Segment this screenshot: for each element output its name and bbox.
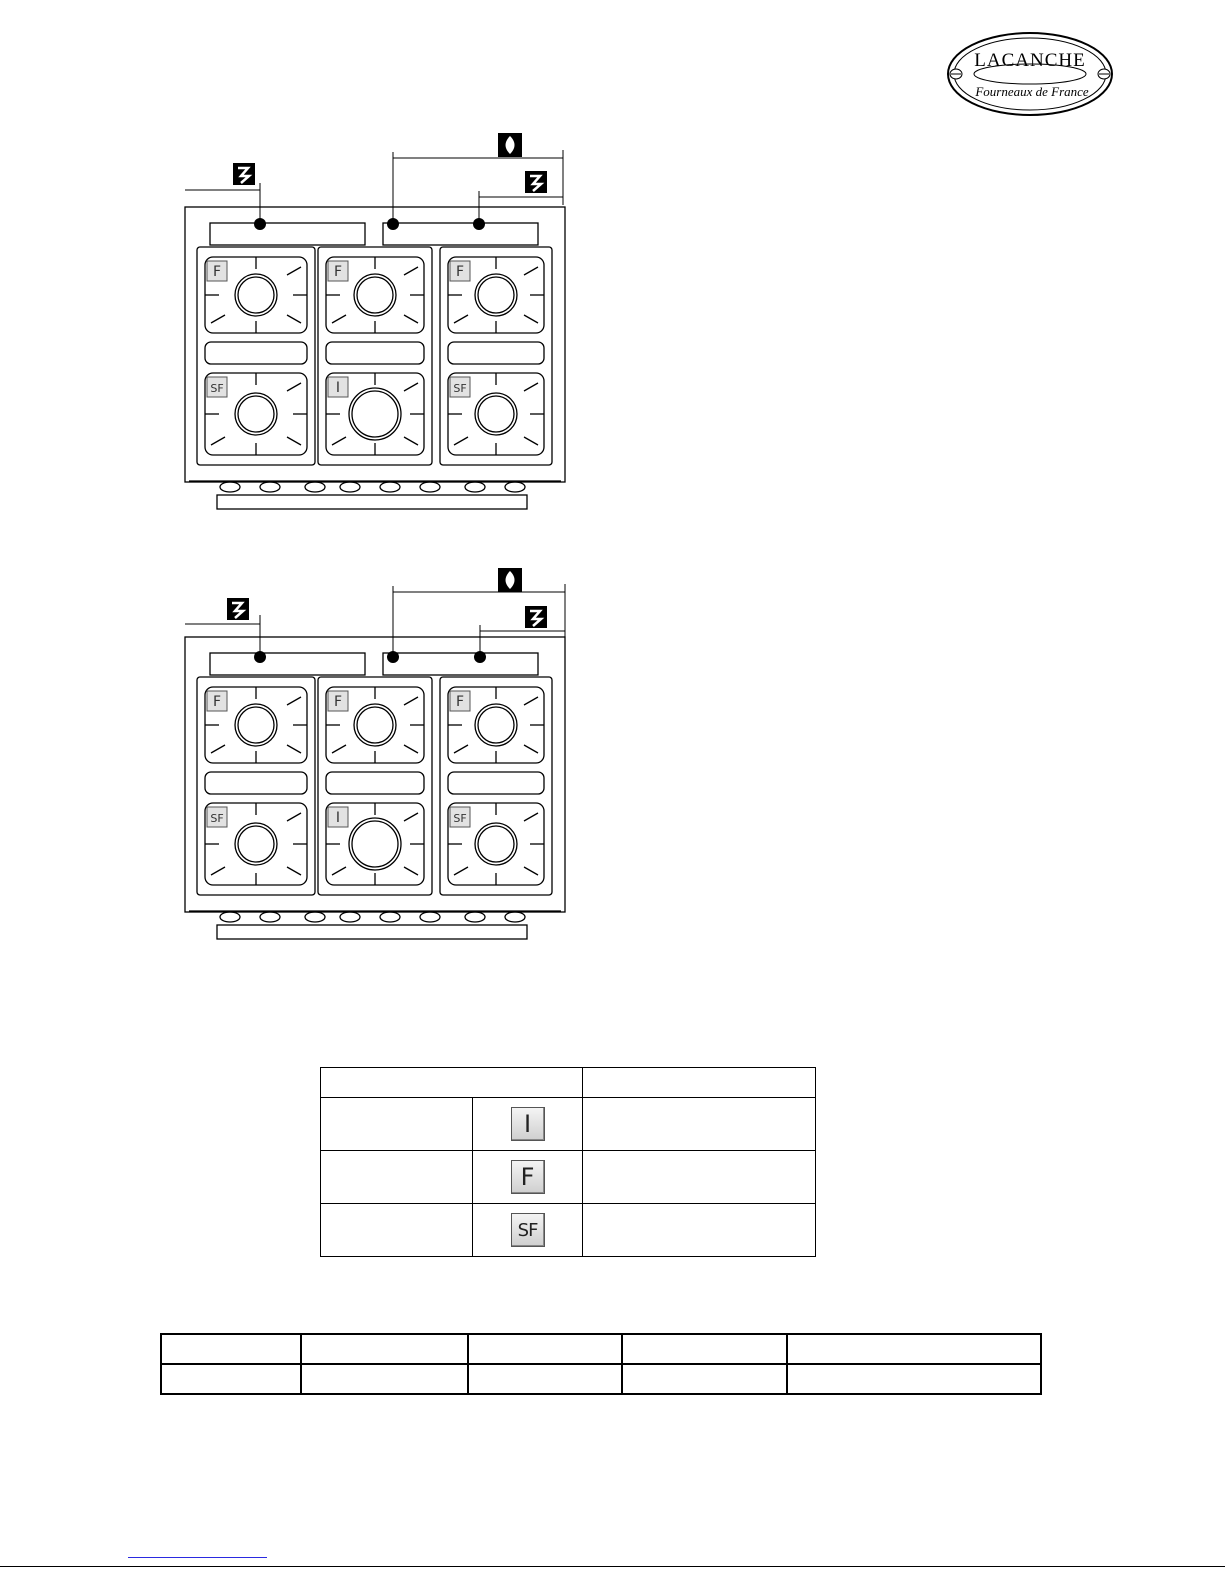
grate-bar bbox=[448, 772, 544, 794]
grate-bar bbox=[205, 772, 307, 794]
backguard-left bbox=[210, 223, 365, 245]
oven-handle bbox=[217, 495, 527, 509]
legend-name-cell bbox=[321, 1098, 473, 1151]
info-cell bbox=[301, 1364, 469, 1394]
burner-key-label: I bbox=[335, 810, 341, 826]
info-cell bbox=[468, 1364, 622, 1394]
info-cell bbox=[468, 1334, 622, 1364]
burner-key-label: SF bbox=[210, 382, 224, 395]
burner-ring bbox=[349, 388, 401, 440]
burner bbox=[357, 707, 393, 743]
control-knob bbox=[380, 912, 400, 922]
info-cell bbox=[161, 1334, 301, 1364]
control-knob bbox=[420, 482, 440, 492]
grate-bar bbox=[448, 342, 544, 364]
burner-ring bbox=[475, 393, 517, 435]
range-top-view-diagram-2 bbox=[175, 560, 575, 945]
control-knob bbox=[340, 912, 360, 922]
range-body bbox=[185, 637, 565, 939]
burner bbox=[238, 277, 274, 313]
legend-description-cell bbox=[583, 1204, 816, 1257]
control-knob bbox=[380, 482, 400, 492]
legend-row bbox=[321, 1098, 816, 1151]
backguard-left bbox=[210, 653, 365, 675]
info-cell bbox=[161, 1364, 301, 1394]
legend-header-row bbox=[321, 1068, 816, 1098]
burner-ring bbox=[475, 274, 517, 316]
grate-bar bbox=[326, 772, 424, 794]
legend-row bbox=[321, 1204, 816, 1257]
burner-key-label: F bbox=[212, 694, 222, 710]
dimension-lines bbox=[185, 584, 565, 663]
control-knob bbox=[260, 482, 280, 492]
control-knob bbox=[505, 912, 525, 922]
info-header-row bbox=[161, 1334, 1041, 1364]
burner-ring bbox=[235, 823, 277, 865]
burner-ring bbox=[354, 704, 396, 746]
info-cell bbox=[301, 1334, 469, 1364]
control-knob bbox=[260, 912, 280, 922]
logo-tagline: Fourneaux de France bbox=[975, 84, 1089, 99]
backguard-right bbox=[383, 653, 538, 675]
burner-symbol-sf: SF bbox=[511, 1213, 545, 1247]
burner-key-label: F bbox=[333, 694, 343, 710]
info-data-row bbox=[161, 1364, 1041, 1394]
gas-connection-icon bbox=[498, 568, 522, 592]
legend-name-cell bbox=[321, 1151, 473, 1204]
control-knob bbox=[465, 482, 485, 492]
control-knob bbox=[340, 482, 360, 492]
electrical-connection-icon bbox=[525, 171, 547, 193]
burner-key-label: SF bbox=[210, 812, 224, 825]
control-knob bbox=[465, 912, 485, 922]
burner bbox=[478, 707, 514, 743]
control-knob bbox=[505, 482, 525, 492]
range-outline bbox=[185, 637, 565, 912]
burner bbox=[238, 707, 274, 743]
burner-symbol-i: I bbox=[511, 1107, 545, 1141]
oven-handle bbox=[217, 925, 527, 939]
info-cell bbox=[787, 1334, 1041, 1364]
control-knob bbox=[305, 912, 325, 922]
control-knob bbox=[220, 482, 240, 492]
burner-legend-table bbox=[320, 1067, 816, 1257]
gas-connection-icon bbox=[498, 133, 522, 157]
electrical-connection-icon bbox=[233, 163, 255, 185]
burner-key-label: I bbox=[335, 380, 341, 396]
backguard-right bbox=[383, 223, 538, 245]
lacanche-logo bbox=[944, 30, 1116, 118]
electrical-connection-icon bbox=[525, 606, 547, 628]
burner-ring bbox=[235, 704, 277, 746]
burner-key-label: F bbox=[212, 264, 222, 280]
control-knob bbox=[305, 482, 325, 492]
logo-brand-name: LACANCHE bbox=[974, 50, 1086, 71]
footer-link[interactable] bbox=[128, 1557, 267, 1558]
document-info-table bbox=[160, 1333, 1042, 1395]
burner-ring bbox=[349, 818, 401, 870]
info-cell bbox=[787, 1364, 1041, 1394]
burner-key-label: F bbox=[455, 264, 465, 280]
range-top-view-diagram-1 bbox=[175, 125, 575, 515]
footer-rule bbox=[0, 1566, 1225, 1567]
burner bbox=[478, 277, 514, 313]
control-knob bbox=[420, 912, 440, 922]
burner-ring bbox=[354, 274, 396, 316]
grate-bar bbox=[205, 342, 307, 364]
burner-ring bbox=[235, 274, 277, 316]
burner bbox=[478, 826, 514, 862]
legend-description-cell bbox=[583, 1151, 816, 1204]
info-cell bbox=[622, 1334, 787, 1364]
legend-row bbox=[321, 1151, 816, 1204]
burner-ring bbox=[475, 823, 517, 865]
info-cell bbox=[622, 1364, 787, 1394]
burner-symbol-f: F bbox=[511, 1160, 545, 1194]
burner bbox=[238, 396, 274, 432]
grate-bar bbox=[326, 342, 424, 364]
control-knob bbox=[220, 912, 240, 922]
burner bbox=[352, 821, 398, 867]
legend-header-cell bbox=[583, 1068, 816, 1098]
burner-key-label: F bbox=[455, 694, 465, 710]
range-body bbox=[185, 207, 565, 509]
burner-key-label: SF bbox=[453, 382, 467, 395]
burner-ring bbox=[235, 393, 277, 435]
burner-key-label: SF bbox=[453, 812, 467, 825]
dimension-lines bbox=[185, 150, 563, 230]
electrical-connection-icon bbox=[227, 598, 249, 620]
range-outline bbox=[185, 207, 565, 482]
legend-name-cell bbox=[321, 1204, 473, 1257]
burner bbox=[238, 826, 274, 862]
burner bbox=[357, 277, 393, 313]
legend-header-cell bbox=[321, 1068, 583, 1098]
legend-description-cell bbox=[583, 1098, 816, 1151]
burner bbox=[352, 391, 398, 437]
burner-ring bbox=[475, 704, 517, 746]
burner-key-label: F bbox=[333, 264, 343, 280]
burner bbox=[478, 396, 514, 432]
